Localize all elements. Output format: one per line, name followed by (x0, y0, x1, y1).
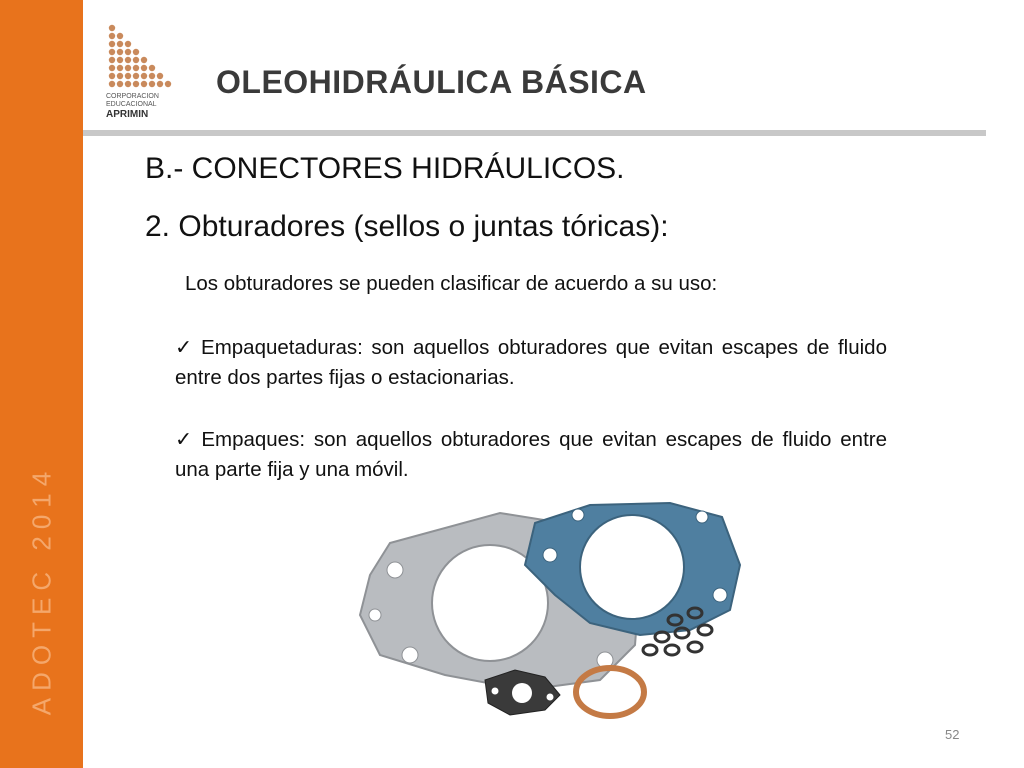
intro-text: Los obturadores se pueden clasificar de acuerdo a su uso: (185, 272, 718, 295)
check-icon: ✓ (175, 336, 196, 359)
check-icon: ✓ (175, 428, 196, 451)
bullet-text: Empaquetaduras: son aquellos obturadores que evitan escapes de fluido entre dos partes fijas o estacionarias. (175, 336, 887, 389)
aprimin-logo (104, 22, 176, 120)
bullet-item (175, 333, 887, 393)
header-title: OLEOHIDRÁULICA BÁSICA (216, 64, 647, 100)
sidebar-band (0, 0, 83, 768)
sidebar-vertical-text: ADOTEC 2014 (26, 464, 57, 716)
bullet-text: Empaques: son aquellos obturadores que evitan escapes de fluido entre una parte fija y una móvil. (175, 428, 887, 481)
logo-line-3: APRIMIN (106, 109, 149, 120)
page-number: 52 (945, 727, 960, 742)
section-title: B.- CONECTORES HIDRÁULICOS. (145, 152, 625, 185)
copper-ring (576, 668, 644, 716)
logo-line-1: CORPORACION (106, 93, 159, 100)
header-divider (83, 130, 986, 136)
logo-line-2: EDUCACIONAL (106, 101, 157, 108)
gasket-set-image (350, 495, 750, 725)
subsection-title: 2. Obturadores (sellos o juntas tóricas): (145, 210, 669, 243)
bullet-item (175, 425, 887, 485)
